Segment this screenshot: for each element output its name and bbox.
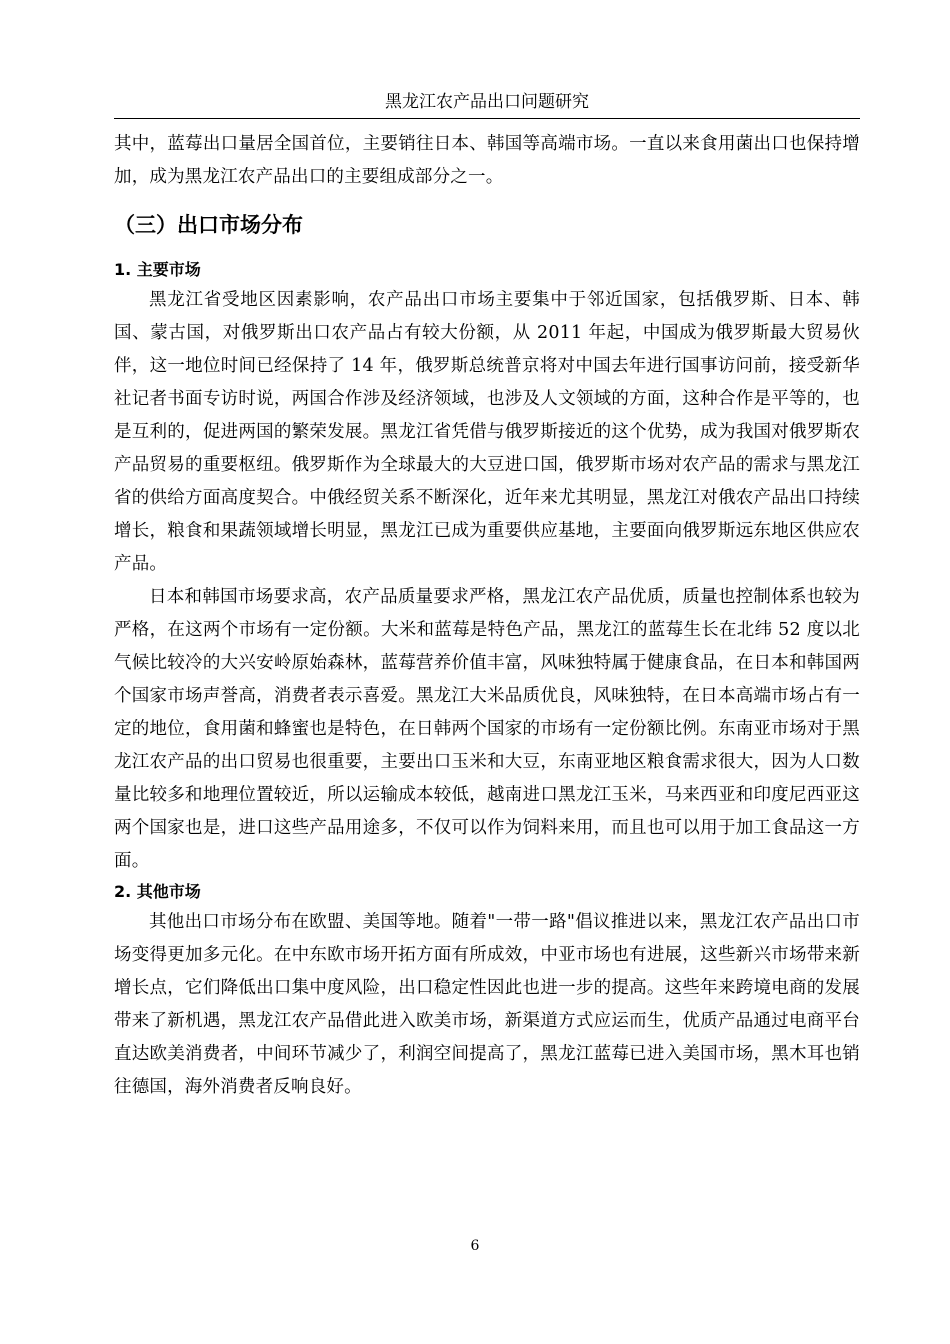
header-rule xyxy=(114,118,860,119)
page-body xyxy=(114,128,860,1104)
intro-paragraph: 其中，蓝莓出口量居全国首位，主要销往日本、韩国等高端市场。一直以来食用菌出口也保持增加，成为黑龙江农产品出口的主要组成部分之一。 xyxy=(114,134,860,187)
section-heading: （三）出口市场分布 xyxy=(114,213,303,237)
body-paragraph: 黑龙江省受地区因素影响，农产品出口市场主要集中于邻近国家，包括俄罗斯、日本、韩国、蒙古国，对俄罗斯出口农产品占有较大份额，从 2011 年起，中国成为俄罗斯最大贸易伙伴，这一地位时间已经保持了 14 年，俄罗斯总统普京将对中国去年进行国事访问前，接受新华社记者书面专访时说，两国合作涉及经济领域，也涉及人文领域的方面，这种合作是平等的，也是互利的，促进两国的繁荣发展。黑龙江省凭借与俄罗斯接近的这个优势，成为我国对俄罗斯农产品贸易的重要枢纽。俄罗斯作为全球最大的大豆进口国，俄罗斯市场对农产品的需求与黑龙江省的供给方面高度契合。中俄经贸关系不断深化，近年来尤其明显，黑龙江对俄农产品出口持续增长，粮食和果蔬领域增长明显，黑龙江已成为重要供应基地，主要面向俄罗斯远东地区供应农产品。 xyxy=(114,290,860,574)
subsection-heading-other-markets: 2. 其他市场 xyxy=(114,882,201,901)
page-number: 6 xyxy=(470,1238,480,1254)
subsection-heading-main-markets: 1. 主要市场 xyxy=(114,260,201,279)
body-paragraph: 其他出口市场分布在欧盟、美国等地。随着"一带一路"倡议推进以来，黑龙江农产品出口市场变得更加多元化。在中东欧市场开拓方面有所成效，中亚市场也有进展，这些新兴市场带来新增长点，它们降低出口集中度风险，出口稳定性因此也进一步的提高。这些年来跨境电商的发展带来了新机遇，黑龙江农产品借此进入欧美市场，新渠道方式应运而生，优质产品通过电商平台直达欧美消费者，中间环节减少了，利润空间提高了，黑龙江蓝莓已进入美国市场，黑木耳也销往德国，海外消费者反响良好。 xyxy=(114,912,860,1097)
body-paragraph: 日本和韩国市场要求高，农产品质量要求严格，黑龙江农产品优质，质量也控制体系也较为严格，在这两个市场有一定份额。大米和蓝莓是特色产品，黑龙江的蓝莓生长在北纬 52 度以北气候比较冷的大兴安岭原始森林，蓝莓营养价值丰富，风味独特属于健康食品，在日本和韩国两个国家市场声誉高，消费者表示喜爱。黑龙江大米品质优良，风味独特，在日本高端市场占有一定的地位，食用菌和蜂蜜也是特色，在日韩两个国家的市场有一定份额比例。东南亚市场对于黑龙江农产品的出口贸易也很重要，主要出口玉米和大豆，东南亚地区粮食需求很大，因为人口数量比较多和地理位置较近，所以运输成本较低，越南进口黑龙江玉米，马来西亚和印度尼西亚这两个国家也是，进口这些产品用途多，不仅可以作为饲料来用，而且也可以用于加工食品这一方面。 xyxy=(114,587,860,871)
running-header: 黑龙江农产品出口问题研究 xyxy=(385,92,589,112)
